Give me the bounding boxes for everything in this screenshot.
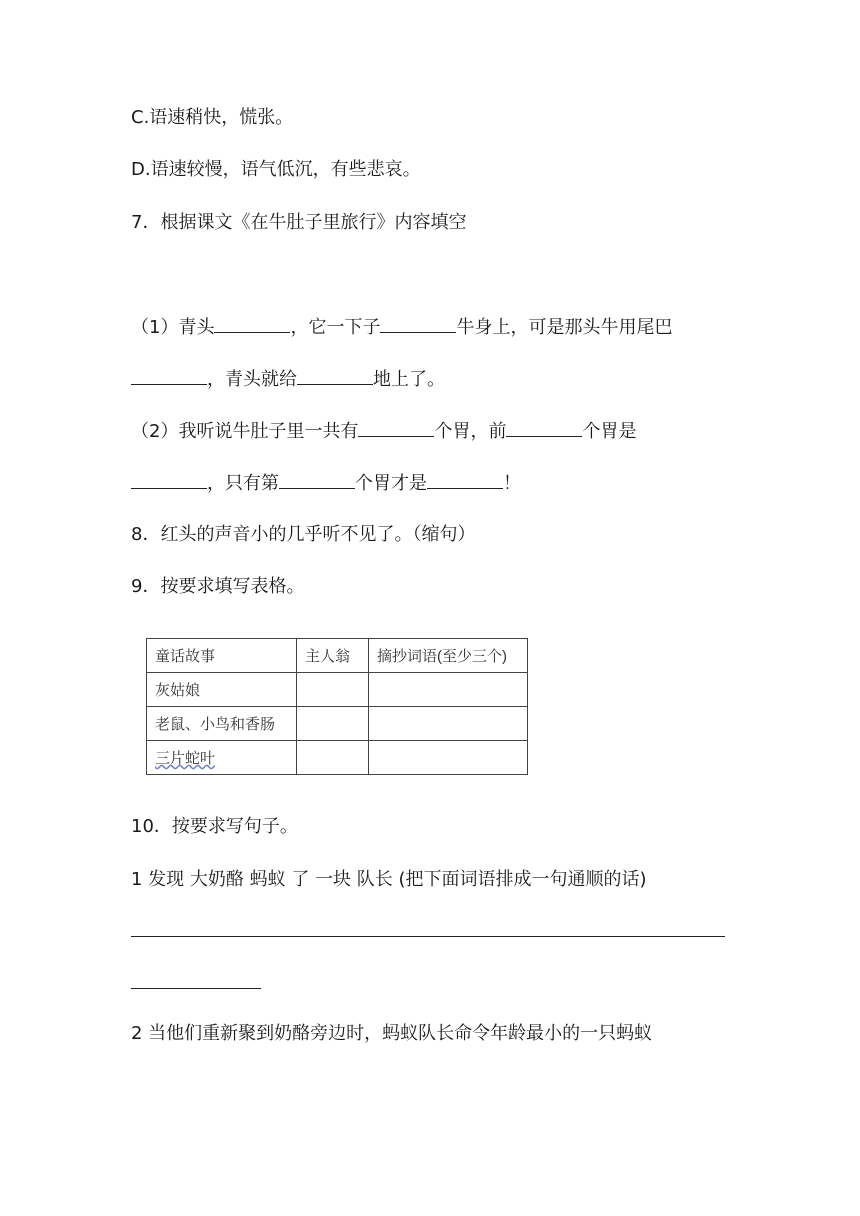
blank[interactable] [358,418,434,437]
answer-line[interactable] [131,988,261,989]
text: ！ [503,473,521,494]
blank[interactable] [214,314,290,333]
question-10-item-2: 2 当他们重新聚到奶酪旁边时，蚂蚁队长命令年龄最小的一只蚂蚁 [131,1023,653,1044]
text: 个胃，前 [434,421,507,442]
table-row [147,673,528,707]
question-7-part-1-line-2 [131,366,445,392]
table-cell-story: 老鼠、小鸟和香肠 [147,707,297,741]
question-8: 8．红头的声音小的几乎听不见了。（缩句） [131,524,476,545]
blank[interactable] [279,470,355,489]
blank[interactable] [297,366,373,385]
table-cell-protagonist[interactable] [297,673,369,707]
text: ，只有第 [207,473,279,494]
question-7-part-1-line-1 [131,314,672,340]
blank[interactable] [131,366,207,385]
answer-line[interactable] [131,936,725,937]
option-d: D.语速较慢，语气低沉，有些悲哀。 [131,159,421,180]
table-header-row [147,639,528,673]
table-header: 摘抄词语(至少三个) [369,639,528,673]
table-cell-protagonist[interactable] [297,741,369,775]
table-row [147,707,528,741]
story-table [146,638,528,775]
text: 地上了。 [373,369,445,390]
text: ，它一下子 [290,317,381,338]
question-7-part-2-line-2 [131,470,521,496]
table-cell-story: 灰姑娘 [147,673,297,707]
table-header: 童话故事 [147,639,297,673]
question-10-item-1: 1 发现 大奶酪 蚂蚁 了 一块 队长 (把下面词语排成一句通顺的话) [131,869,647,890]
table-row [147,741,528,775]
question-7-part-2-line-1 [131,418,636,444]
table-cell-protagonist[interactable] [297,707,369,741]
text: 牛身上，可是那头牛用尾巴 [456,317,673,338]
blank[interactable] [506,418,582,437]
question-9: 9．按要求填写表格。 [131,576,305,597]
question-10: 10．按要求写句子。 [131,816,298,837]
text: （1）青头 [131,317,215,338]
option-c: C.语速稍快，慌张。 [131,107,294,128]
blank[interactable] [380,314,456,333]
table-cell-words[interactable] [369,707,528,741]
table-cell-words[interactable] [369,741,528,775]
blank[interactable] [131,470,207,489]
text: （2）我听说牛肚子里一共有 [131,421,359,442]
text: 个胃是 [582,421,637,442]
table-cell-words[interactable] [369,673,528,707]
blank[interactable] [427,470,503,489]
question-7: 7．根据课文《在牛肚子里旅行》内容填空 [131,212,467,233]
table-header: 主人翁 [297,639,369,673]
text: 个胃才是 [355,473,427,494]
table-cell-story: 三片蛇叶 [147,741,297,775]
text: ，青头就给 [207,369,297,390]
